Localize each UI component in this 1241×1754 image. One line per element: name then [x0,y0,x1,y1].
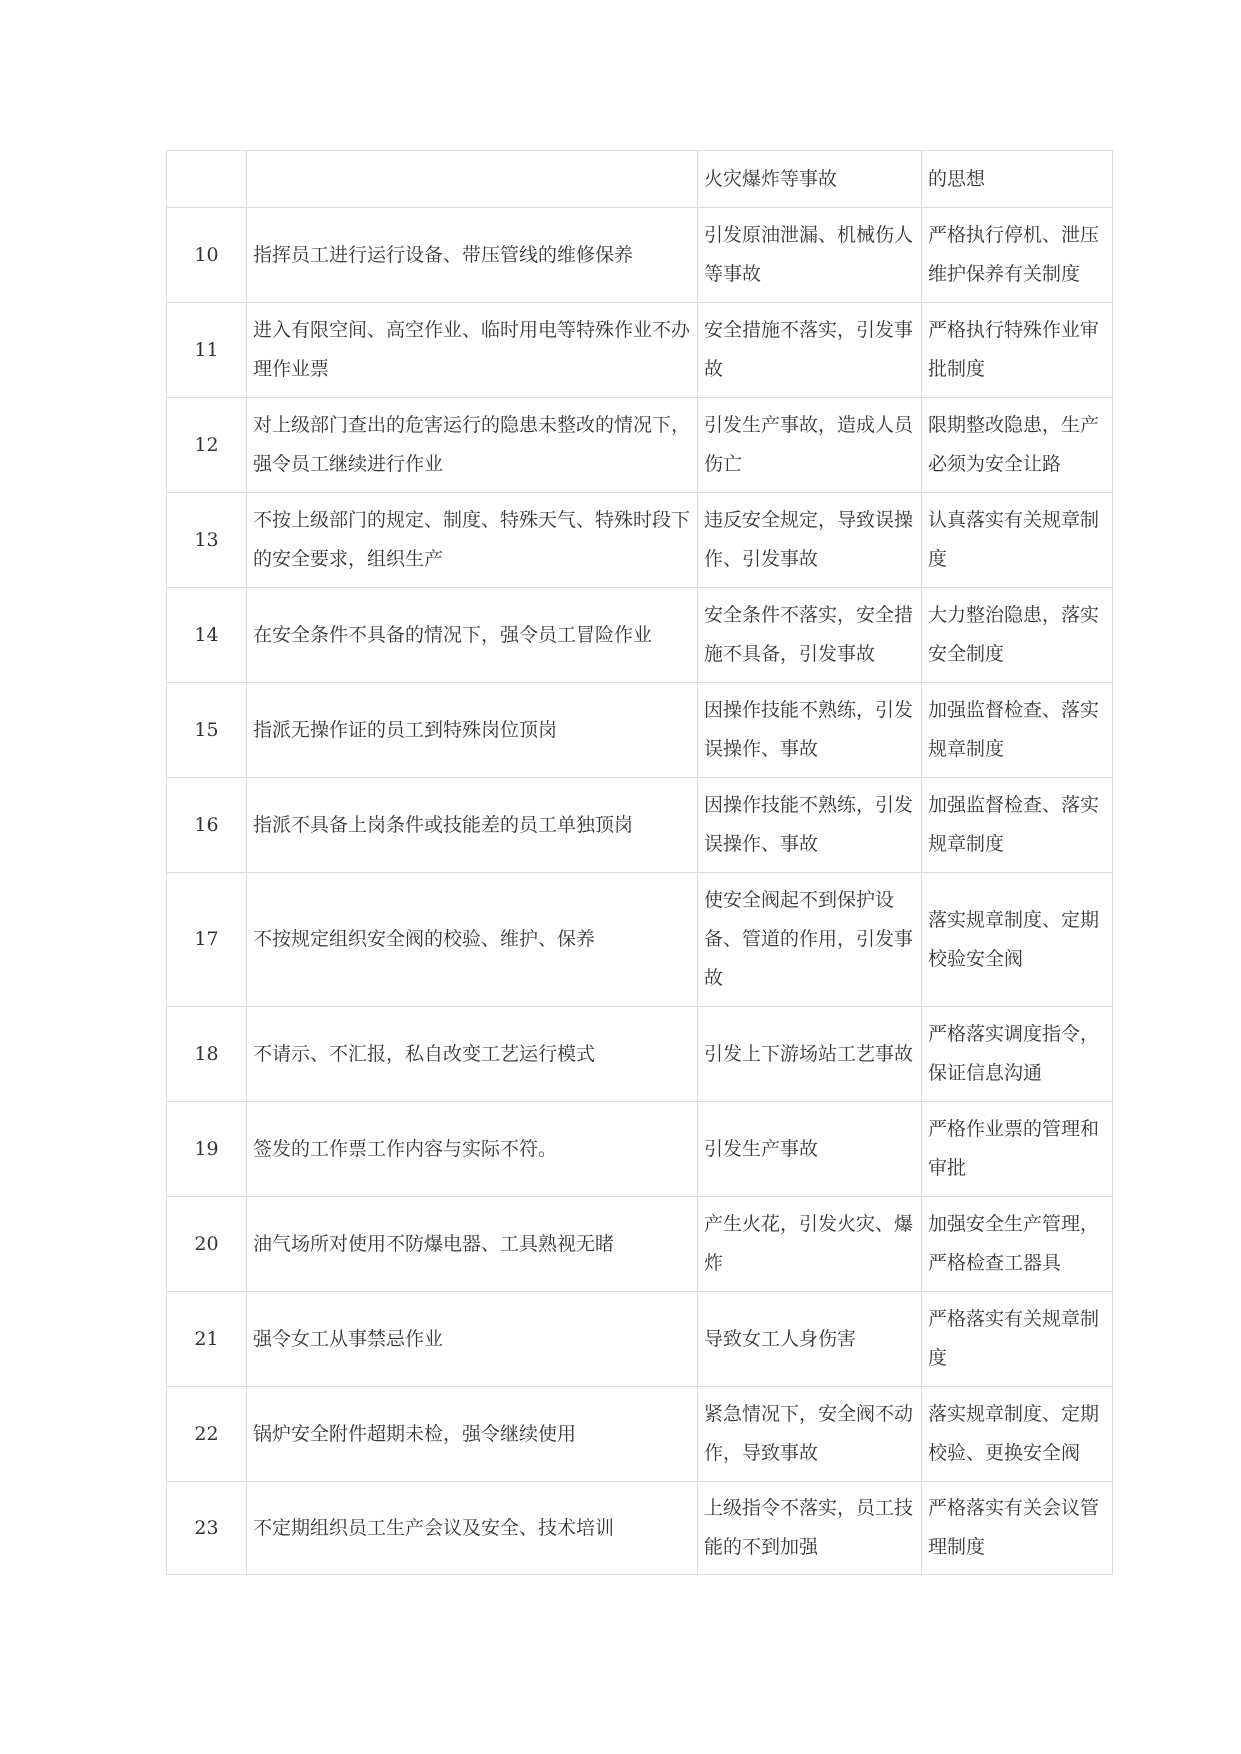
measure-cell: 严格执行停机、泄压维护保养有关制度 [922,208,1113,303]
row-number-cell: 12 [167,398,247,493]
consequence-cell: 安全条件不落实，安全措施不具备，引发事故 [698,588,922,683]
consequence-cell: 引发生产事故 [698,1102,922,1197]
table-row [167,1482,1113,1575]
measure-cell: 加强监督检查、落实规章制度 [922,778,1113,873]
row-number-cell: 18 [167,1007,247,1102]
row-number-cell: 21 [167,1292,247,1387]
table-row [167,151,1113,208]
table-row [167,493,1113,588]
table-row [167,208,1113,303]
table-row [167,1292,1113,1387]
row-number-cell: 14 [167,588,247,683]
table-row [167,303,1113,398]
row-number-cell: 23 [167,1482,247,1575]
hazard-item-cell: 对上级部门查出的危害运行的隐患未整改的情况下，强令员工继续进行作业 [247,398,698,493]
hazard-item-cell: 不定期组织员工生产会议及安全、技术培训 [247,1482,698,1575]
hazard-item-cell: 不按上级部门的规定、制度、特殊天气、特殊时段下的安全要求，组织生产 [247,493,698,588]
row-number-cell: 16 [167,778,247,873]
hazard-item-cell: 强令女工从事禁忌作业 [247,1292,698,1387]
measure-cell: 严格作业票的管理和审批 [922,1102,1113,1197]
hazard-item-cell: 锅炉安全附件超期未检，强令继续使用 [247,1387,698,1482]
consequence-cell: 引发生产事故，造成人员伤亡 [698,398,922,493]
row-number-cell: 17 [167,873,247,1007]
consequence-cell: 因操作技能不熟练，引发误操作、事故 [698,778,922,873]
row-number-cell: 11 [167,303,247,398]
table-row [167,1102,1113,1197]
consequence-cell: 使安全阀起不到保护设备、管道的作用，引发事故 [698,873,922,1007]
hazard-item-cell: 指派不具备上岗条件或技能差的员工单独顶岗 [247,778,698,873]
table-row [167,588,1113,683]
consequence-cell: 违反安全规定，导致误操作、引发事故 [698,493,922,588]
consequence-cell: 引发原油泄漏、机械伤人等事故 [698,208,922,303]
measure-cell: 严格执行特殊作业审批制度 [922,303,1113,398]
consequence-cell: 导致女工人身伤害 [698,1292,922,1387]
consequence-cell: 因操作技能不熟练，引发误操作、事故 [698,683,922,778]
row-number-cell: 22 [167,1387,247,1482]
hazard-item-cell: 不按规定组织安全阀的校验、维护、保养 [247,873,698,1007]
table-row [167,1197,1113,1292]
measure-cell: 的思想 [922,151,1113,208]
table-row [167,778,1113,873]
measure-cell: 加强监督检查、落实规章制度 [922,683,1113,778]
consequence-cell: 火灾爆炸等事故 [698,151,922,208]
row-number-cell: 20 [167,1197,247,1292]
hazard-item-cell: 签发的工作票工作内容与实际不符。 [247,1102,698,1197]
hazard-item-cell: 不请示、不汇报，私自改变工艺运行模式 [247,1007,698,1102]
row-number-cell: 15 [167,683,247,778]
table-row [167,398,1113,493]
consequence-cell: 紧急情况下，安全阀不动作，导致事故 [698,1387,922,1482]
hazard-item-cell: 在安全条件不具备的情况下，强令员工冒险作业 [247,588,698,683]
measure-cell: 加强安全生产管理，严格检查工器具 [922,1197,1113,1292]
hazard-item-cell [247,151,698,208]
table-row [167,683,1113,778]
consequence-cell: 产生火花，引发火灾、爆炸 [698,1197,922,1292]
measure-cell: 落实规章制度、定期校验、更换安全阀 [922,1387,1113,1482]
consequence-cell: 引发上下游场站工艺事故 [698,1007,922,1102]
measure-cell: 严格落实有关规章制度 [922,1292,1113,1387]
row-number-cell: 13 [167,493,247,588]
table-row [167,1007,1113,1102]
consequence-cell: 安全措施不落实，引发事故 [698,303,922,398]
hazard-table-body [167,151,1113,1575]
hazard-item-cell: 油气场所对使用不防爆电器、工具熟视无睹 [247,1197,698,1292]
hazard-item-cell: 进入有限空间、高空作业、临时用电等特殊作业不办理作业票 [247,303,698,398]
row-number-cell: 19 [167,1102,247,1197]
hazard-table [166,150,1113,1575]
measure-cell: 认真落实有关规章制度 [922,493,1113,588]
hazard-item-cell: 指挥员工进行运行设备、带压管线的维修保养 [247,208,698,303]
measure-cell: 大力整治隐患，落实安全制度 [922,588,1113,683]
measure-cell: 严格落实调度指令，保证信息沟通 [922,1007,1113,1102]
hazard-item-cell: 指派无操作证的员工到特殊岗位顶岗 [247,683,698,778]
consequence-cell: 上级指令不落实，员工技能的不到加强 [698,1482,922,1575]
row-number-cell [167,151,247,208]
measure-cell: 落实规章制度、定期校验安全阀 [922,873,1113,1007]
table-row [167,873,1113,1007]
measure-cell: 限期整改隐患，生产必须为安全让路 [922,398,1113,493]
table-row [167,1387,1113,1482]
row-number-cell: 10 [167,208,247,303]
measure-cell: 严格落实有关会议管理制度 [922,1482,1113,1575]
